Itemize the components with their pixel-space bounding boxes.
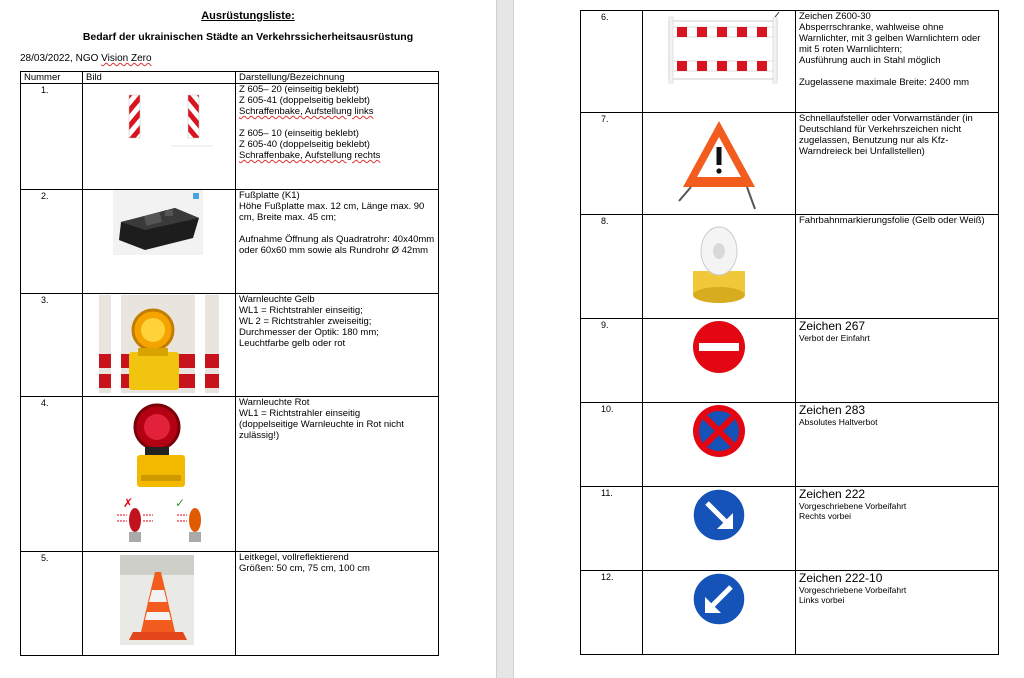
row-number: 8.	[581, 215, 643, 319]
warning-triangle-icon	[643, 113, 796, 213]
table-row	[21, 190, 439, 294]
page-gap	[496, 0, 514, 678]
row-description: Zeichen Z600-30 Absperrschranke, wahlweise ohne Warnlichter, mit 3 gelben Warnlichtern oder mit 5 roten Warnlichtern; Ausführung auch in Stahl möglich Zugelassene maximale Breite: 2400 mm	[796, 11, 999, 113]
row-number: 6.	[581, 11, 643, 113]
row-description: Zeichen 267 Verbot der Einfahrt	[796, 319, 999, 403]
equipment-table-2	[580, 10, 999, 655]
table-row	[581, 403, 999, 487]
table-row	[21, 294, 439, 397]
marking-tape-icon	[643, 215, 796, 317]
barrier-fence-icon	[643, 11, 796, 111]
no-stopping-sign-icon	[643, 403, 796, 485]
table-row	[21, 397, 439, 552]
document-page-1	[0, 0, 496, 678]
row-picture	[643, 571, 796, 655]
barrier-board-icon	[83, 84, 236, 188]
table-row	[581, 11, 999, 113]
row-description: Zeichen 222 Vorgeschriebene Vorbeifahrt Rechts vorbei	[796, 487, 999, 571]
row-number: 1.	[21, 84, 83, 190]
document-date: 28/03/2022, NGO Vision Zero	[20, 53, 152, 64]
no-entry-sign-icon	[643, 319, 796, 401]
col-header-description: Darstellung/Bezeichnung	[236, 72, 439, 84]
document-subtitle: Bedarf der ukrainischen Städte an Verkehrssicherheitsausrüstung	[82, 31, 414, 43]
table-row	[21, 552, 439, 656]
row-picture	[643, 215, 796, 319]
base-plate-icon	[83, 190, 236, 292]
row-picture	[83, 397, 236, 552]
row-picture	[643, 487, 796, 571]
svg-text:✗: ✗	[123, 496, 134, 510]
row-description: Z 605– 20 (einseitig beklebt) Z 605-41 (doppelseitig beklebt) Schraffenbake, Aufstellung links Z 605– 10 (einseitig beklebt) Z 605-40 (doppelseitig beklebt) Schraffenbake, Aufstellung rechts	[236, 84, 439, 190]
row-description: Fahrbahnmarkierungsfolie (Gelb oder Weiß)	[796, 215, 999, 319]
row-picture	[83, 552, 236, 656]
table-row	[581, 487, 999, 571]
row-number: 3.	[21, 294, 83, 397]
row-description: Leitkegel, vollreflektierend Größen: 50 cm, 75 cm, 100 cm	[236, 552, 439, 656]
yellow-warning-lamp-icon	[83, 294, 236, 395]
row-description: Schnellaufsteller oder Vorwarnständer (in Deutschland für Verkehrszeichen nicht zugelassen, Benutzung nur als Kfz-Warndreieck bei Unfallstellen)	[796, 113, 999, 215]
table-row	[581, 571, 999, 655]
red-warning-lamp-icon	[83, 397, 236, 550]
row-picture	[83, 84, 236, 190]
col-header-picture: Bild	[83, 72, 236, 84]
row-number: 7.	[581, 113, 643, 215]
table-row	[581, 113, 999, 215]
equipment-table-1	[20, 71, 439, 656]
row-picture	[643, 403, 796, 487]
table-row	[581, 319, 999, 403]
row-number: 10.	[581, 403, 643, 487]
row-number: 5.	[21, 552, 83, 656]
row-description: Warnleuchte Gelb WL1 = Richtstrahler einseitig; WL 2 = Richtstrahler zweiseitig; Durchmesser der Optik: 180 mm; Leuchtfarbe gelb oder rot	[236, 294, 439, 397]
row-picture	[83, 190, 236, 294]
row-description: Zeichen 222-10 Vorgeschriebene Vorbeifahrt Links vorbei	[796, 571, 999, 655]
svg-text:✓: ✓	[175, 496, 186, 510]
traffic-cone-icon	[83, 552, 236, 654]
row-description: Zeichen 283 Absolutes Haltverbot	[796, 403, 999, 487]
col-header-number: Nummer	[21, 72, 83, 84]
row-description: Fußplatte (K1) Höhe Fußplatte max. 12 cm, Länge max. 90 cm, Breite max. 45 cm; Aufnahme Öffnung als Quadratrohr: 40x40mm oder 60x60 mm sowie als Rundrohr Ø 42mm	[236, 190, 439, 294]
document-title: Ausrüstungsliste:	[201, 10, 295, 22]
table-row	[21, 84, 439, 190]
pass-left-sign-icon	[643, 571, 796, 653]
row-number: 12.	[581, 571, 643, 655]
row-picture	[643, 319, 796, 403]
table-row	[581, 215, 999, 319]
row-picture	[643, 11, 796, 113]
org-name: Vision Zero	[101, 53, 152, 64]
row-number: 9.	[581, 319, 643, 403]
pass-right-sign-icon	[643, 487, 796, 569]
row-number: 2.	[21, 190, 83, 294]
row-number: 4.	[21, 397, 83, 552]
document-page-2	[514, 0, 1024, 678]
row-picture	[643, 113, 796, 215]
row-picture	[83, 294, 236, 397]
row-description: Warnleuchte Rot WL1 = Richtstrahler einseitig (doppelseitige Warnleuchte in Rot nicht zulässig!)	[236, 397, 439, 552]
row-number: 11.	[581, 487, 643, 571]
